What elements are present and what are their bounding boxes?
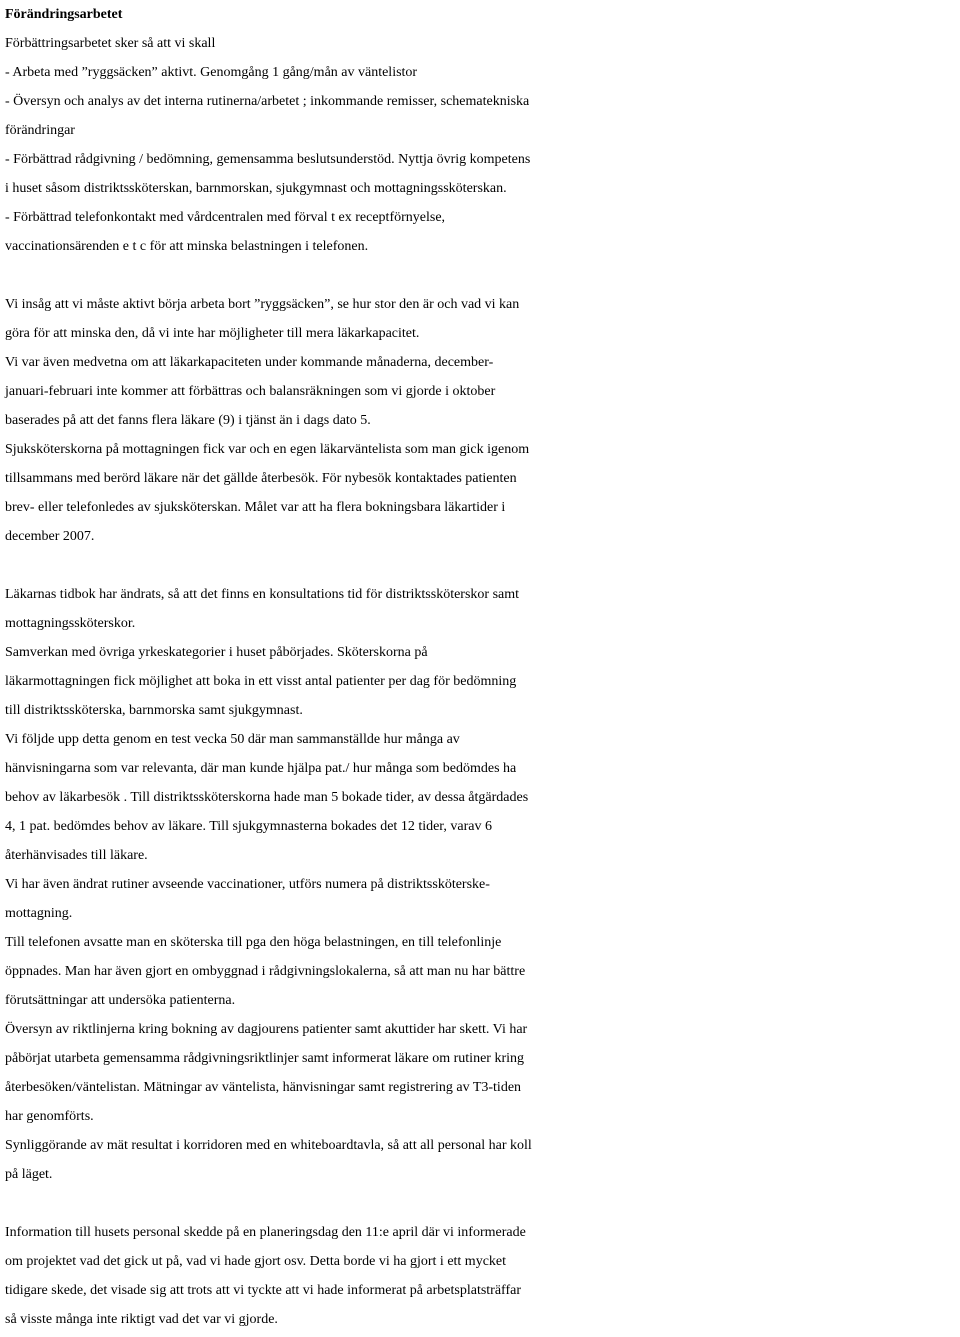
- paragraph-line: - Förbättrad telefonkontakt med vårdcentralen med förval t ex receptförnyelse,: [5, 210, 446, 225]
- section-ryggsacken: [5, 290, 957, 551]
- paragraph-line: Vi var även medvetna om att läkarkapaciteten under kommande månaderna, december-: [5, 355, 494, 370]
- paragraph-line: Till telefonen avsatte man en sköterska till pga den höga belastningen, en till telefonlinje: [5, 935, 502, 950]
- paragraph-line: påbörjat utarbeta gemensamma rådgivningsriktlinjer samt informerat läkare om rutiner kring: [5, 1051, 524, 1066]
- paragraph: [5, 870, 957, 928]
- paragraph: [5, 1131, 957, 1189]
- paragraph-line: på läget.: [5, 1167, 53, 1182]
- paragraph-line: - Översyn och analys av det interna rutinerna/arbetet ; inkommande remisser, schematekniska: [5, 94, 530, 109]
- paragraph-line: återbesöken/väntelistan. Mätningar av väntelista, hänvisningar samt registrering av T3-tiden: [5, 1080, 522, 1095]
- list-item: [5, 87, 957, 145]
- paragraph: [5, 725, 957, 870]
- paragraph-line: så visste många inte riktigt vad det var vi gjorde.: [5, 1312, 278, 1327]
- paragraph-line: Information till husets personal skedde på en planeringsdag den 11:e april där vi informerade: [5, 1225, 526, 1240]
- paragraph-gap: [5, 1189, 957, 1218]
- paragraph-line: återhänvisades till läkare.: [5, 848, 148, 863]
- paragraph-line: förändringar: [5, 123, 75, 138]
- paragraph-line: december 2007.: [5, 529, 95, 544]
- bullet-list: [5, 58, 957, 261]
- paragraph-line: Vi insåg att vi måste aktivt börja arbeta bort ”ryggsäcken”, se hur stor den är och vad vi kan: [5, 297, 520, 312]
- paragraph-line: förutsättningar att undersöka patienterna.: [5, 993, 236, 1008]
- document-page: [5, 0, 957, 1334]
- paragraph: [5, 290, 957, 348]
- paragraph-line: Sjuksköterskorna på mottagningen fick var och en egen läkarväntelista som man gick igenom: [5, 442, 530, 457]
- paragraph: [5, 580, 957, 638]
- paragraph-gap: [5, 551, 957, 580]
- paragraph-line: Översyn av riktlinjerna kring bokning av dagjourens patienter samt akuttider har skett. Vi har: [5, 1022, 528, 1037]
- paragraph-line: tidigare skede, det visade sig att trots att vi tyckte att vi hade informerat på arbetsplatsträffar: [5, 1283, 522, 1298]
- paragraph-line: behov av läkarbesök . Till distriktssköterskorna hade man 5 bokade tider, av dessa åtgärdades: [5, 790, 529, 805]
- paragraph-gap: [5, 261, 957, 290]
- paragraph-line: läkarmottagningen fick möjlighet att boka in ett visst antal patienter per dag för bedömning: [5, 674, 517, 689]
- paragraph-line: Samverkan med övriga yrkeskategorier i huset påbörjades. Sköterskorna på: [5, 645, 428, 660]
- paragraph: [5, 638, 957, 725]
- paragraph-line: - Förbättrad rådgivning / bedömning, gemensamma beslutsunderstöd. Nyttja övrig kompetens: [5, 152, 531, 167]
- paragraph-line: - Arbeta med ”ryggsäcken” aktivt. Genomgång 1 gång/mån av väntelistor: [5, 65, 418, 80]
- paragraph-line: baserades på att det fanns flera läkare (9) i tjänst än i dags dato 5.: [5, 413, 371, 428]
- intro-text: Förbättringsarbetet sker så att vi skall: [5, 36, 216, 51]
- paragraph-line: har genomförts.: [5, 1109, 94, 1124]
- paragraph-line: 4, 1 pat. bedömdes behov av läkare. Till sjukgymnasterna bokades det 12 tider, varav 6: [5, 819, 492, 834]
- paragraph: [5, 348, 957, 435]
- paragraph-line: öppnades. Man har även gjort en ombyggnad i rådgivningslokalerna, så att man nu har bättre: [5, 964, 526, 979]
- paragraph-line: Synliggörande av mät resultat i korridoren med en whiteboardtavla, så att all personal har koll: [5, 1138, 532, 1153]
- paragraph-line: brev- eller telefonledes av sjuksköterskan. Målet var att ha flera bokningsbara läkartider i: [5, 500, 506, 515]
- paragraph-line: Läkarnas tidbok har ändrats, så att det finns en konsultations tid för distriktssköterskor samt: [5, 587, 520, 602]
- paragraph: [5, 928, 957, 1015]
- paragraph-line: hänvisningarna som var relevanta, där man kunde hjälpa pat./ hur många som bedömdes ha: [5, 761, 517, 776]
- paragraph-line: mottagning.: [5, 906, 73, 921]
- paragraph-line: till distriktssköterska, barnmorska samt sjukgymnast.: [5, 703, 303, 718]
- paragraph-line: mottagningssköterskor.: [5, 616, 136, 631]
- paragraph-line: göra för att minska den, då vi inte har möjligheter till mera läkarkapacitet.: [5, 326, 420, 341]
- paragraph-line: Vi följde upp detta genom en test vecka 50 där man sammanställde hur många av: [5, 732, 460, 747]
- section-information: [5, 1218, 957, 1334]
- paragraph-line: januari-februari inte kommer att förbättras och balansräkningen som vi gjorde i oktober: [5, 384, 496, 399]
- paragraph-line: tillsammans med berörd läkare när det gällde återbesök. För nybesök kontaktades patienten: [5, 471, 517, 486]
- document-heading: Förändringsarbetet: [5, 7, 123, 22]
- paragraph: [5, 435, 957, 551]
- paragraph: [5, 1015, 957, 1131]
- paragraph-line: om projektet vad det gick ut på, vad vi hade gjort osv. Detta borde vi ha gjort i ett mycket: [5, 1254, 507, 1269]
- list-item: [5, 203, 957, 261]
- list-item: [5, 145, 957, 203]
- paragraph-line: vaccinationsärenden e t c för att minska belastningen i telefonen.: [5, 239, 369, 254]
- paragraph-line: Vi har även ändrat rutiner avseende vaccinationer, utförs numera på distriktssköterske-: [5, 877, 490, 892]
- paragraph: [5, 1218, 957, 1334]
- paragraph-line: i huset såsom distriktssköterskan, barnmorskan, sjukgymnast och mottagningssköterskan.: [5, 181, 507, 196]
- section-atgarder: [5, 580, 957, 1189]
- list-item: [5, 58, 957, 87]
